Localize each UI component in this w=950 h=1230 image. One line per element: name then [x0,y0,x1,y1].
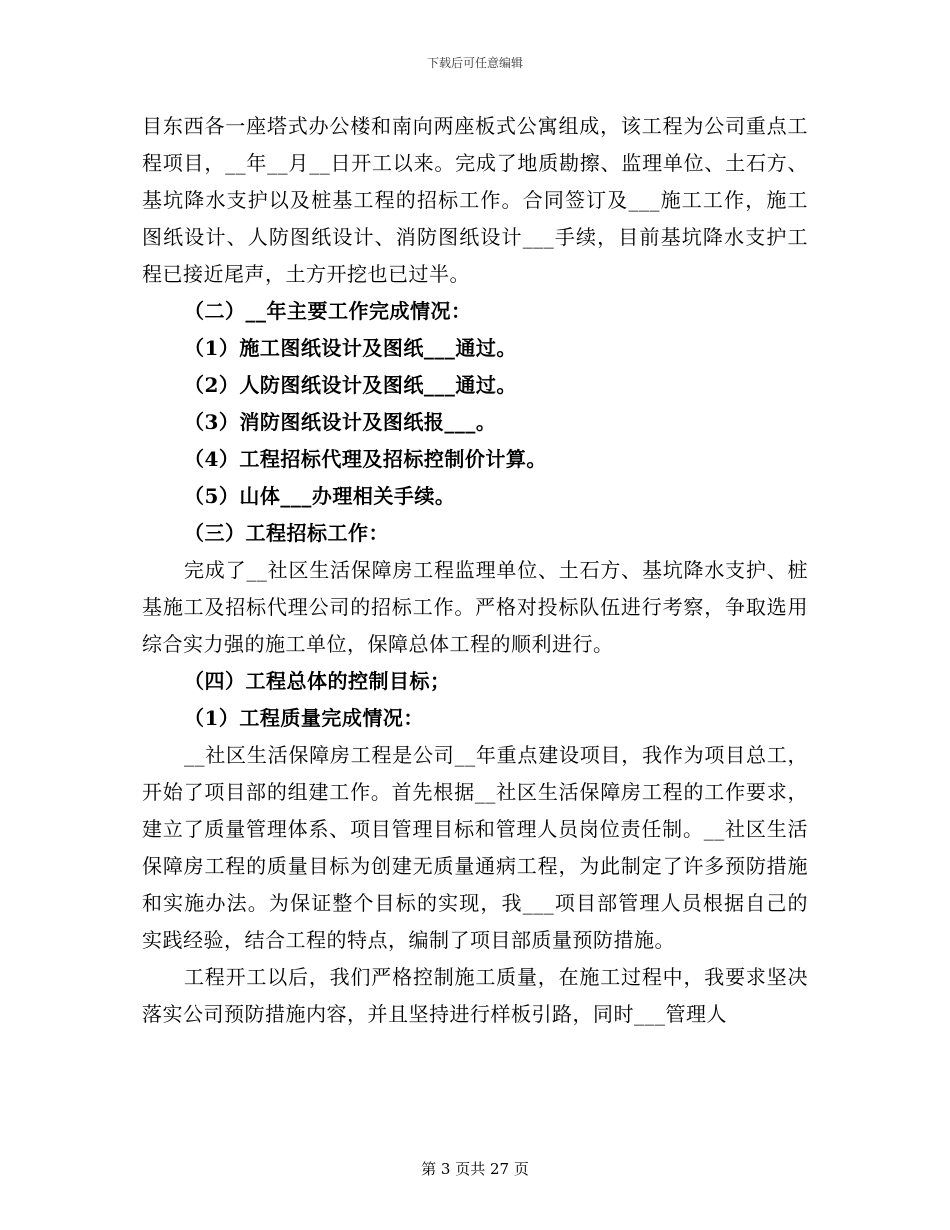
page-header: 下载后可任意编辑 [426,56,523,70]
section-heading-4: （四）工程总体的控制目标； [184,669,451,693]
document-body [142,108,808,1033]
paragraph-quality: __社区生活保障房工程是公司__年重点建设项目，我作为项目总工，开始了项目部的组建工作。首先根据__社区生活保障房工程的工作要求，建立了质量管理体系、项目管理目标和管理人员岗位责任制。__社区生活保障房工程的质量目标为创建无质量通病工程，为此制定了许多预防措施和实施办法。为保证整个目标的实现，我___项目部管理人员根据自己的实践经验，结合工程的特点，编制了项目部质量预防措施。 [142,743,808,952]
list-item-3: （3）消防图纸设计及图纸报___。 [184,410,497,434]
list-item-1: （1）施工图纸设计及图纸___通过。 [184,336,517,360]
paragraph-intro: 目东西各一座塔式办公楼和南向两座板式公寓组成，该工程为公司重点工程项目，__年__月__日开工以来。完成了地质勘擦、监理单位、土石方、基坑降水支护以及桩基工程的招标工作。合同签订及___施工工作，施工图纸设计、人防图纸设计、消防图纸设计___手续，目前基坑降水支护工程已接近尾声，土方开挖也已过半。 [142,114,808,286]
page-footer: 第 3 页共 27 页 [421,1160,529,1178]
section-heading-2: （二）__年主要工作完成情况： [184,299,472,323]
paragraph-construction: 工程开工以后，我们严格控制施工质量，在施工过程中，我要求坚决落实公司预防措施内容，并且坚持进行样板引路，同时___管理人 [142,965,808,1026]
subsection-heading-quality: （1）工程质量完成情况： [184,706,424,730]
section-heading-3: （三）工程招标工作： [184,521,389,545]
list-item-4: （4）工程招标代理及招标控制价计算。 [184,447,547,471]
list-item-5: （5）山体___办理相关手续。 [184,484,456,508]
list-item-2: （2）人防图纸设计及图纸___通过。 [184,373,517,397]
paragraph-bidding: 完成了__社区生活保障房工程监理单位、土石方、基坑降水支护、桩基施工及招标代理公司的招标工作。严格对投标队伍进行考察，争取选用综合实力强的施工单位，保障总体工程的顺利进行。 [142,558,808,656]
